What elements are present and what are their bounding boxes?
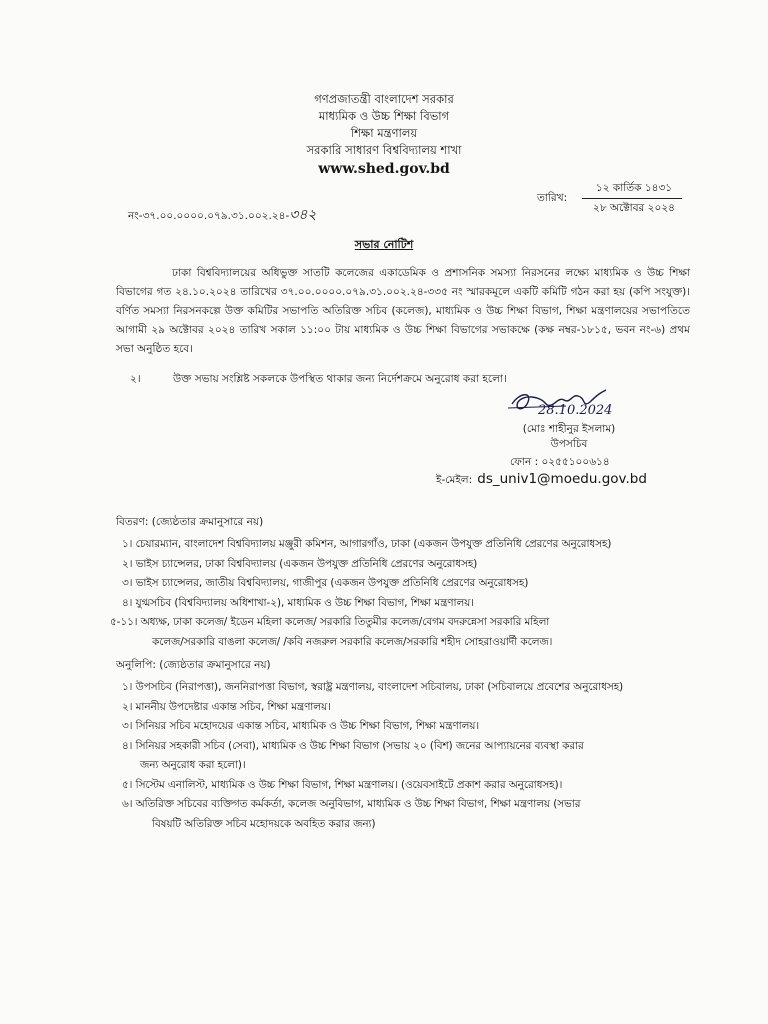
- notice-paragraph-1: ঢাকা বিশ্ববিদ্যালয়ের অধিভুক্ত সাতটি কলেজের একাডেমিক ও প্রশাসনিক সমস্যা নিরসনের লক্ষ্যে মাধ্যমিক ও উচ্চ শিক্ষা বিভাগের গত ২৪.১০.২০২৪ তারিখের ৩৭.০০.০০০০.০৭৯.৩১.০০২.২৪-৩৩৫ নং স্মারকমূলে একটি কমিটি গঠন করা হয় (কপি সংযুক্ত)। বর্ণিত সমস্যা নিরসনকল্পে উক্ত কমিটির সভাপতি অতিরিক্ত সচিব (কলেজ), মাধ্যমিক ও উচ্চ শিক্ষা বিভাগ, শিক্ষা মন্ত্রণালয়ের সভাপতিতে আগামী ২৯ অক্টোবর ২০২৪ তারিখ সকাল ১১:০০ টায় মাধ্যমিক ও উচ্চ শিক্ষা বিভাগের সভাকক্ষে (কক্ষ নম্বর-১৮১৫, ভবন নং-৬) প্রথম সভা অনুষ্ঠিত হবে।: [116, 267, 690, 355]
- signatory-name: (মোঃ শাহীনুর ইসলাম): [522, 423, 616, 435]
- distribution-heading: বিতরণ: (জ্যেষ্ঠতার ক্রমানুসারে নয়): [116, 516, 264, 528]
- signature-date: 28.10.2024: [538, 403, 613, 418]
- list-item: ৩। সিনিয়র সচিব মহোদয়ের একান্ত সচিব, মাধ্যমিক ও উচ্চ শিক্ষা বিভাগ, শিক্ষা মন্ত্রণালয়।: [122, 720, 479, 732]
- date-label: তারিখ:: [537, 192, 568, 204]
- header-ministry: শিক্ষা মন্ত্রণালয়: [350, 126, 418, 140]
- list-item: ৩। ভাইস চ্যান্সেলর, জাতীয় বিশ্ববিদ্যালয়, গাজীপুর (একজন উপযুক্ত প্রতিনিধি প্রেরণের অনুরোধসহ): [122, 577, 529, 589]
- list-item: ২। মাননীয় উপদেষ্টার একান্ত সচিব, শিক্ষা মন্ত্রণালয়।: [122, 700, 331, 713]
- signatory-email-line: [436, 468, 647, 490]
- header-government: গণপ্রজাতন্ত্রী বাংলাদেশ সরকার: [314, 92, 454, 106]
- list-item: ৫-১১। অধ্যক্ষ, ঢাকা কলেজ/ ইডেন মহিলা কলেজ/ সরকারি তিতুমীর কলেজ/বেগম বদরুন্নেসা সরকারি মহিলা: [110, 616, 550, 628]
- date-bangla: ১২ কার্তিক ১৪৩১: [595, 182, 673, 194]
- signatory-phone: ফোন : ০২৫৫১০০৬১৪: [510, 456, 610, 468]
- paragraph-2-number: ২।: [130, 373, 141, 385]
- list-item: ৪। যুগ্মসচিব (বিশ্ববিদ্যালয় অধিশাখা-২), মাধ্যমিক ও উচ্চ শিক্ষা বিভাগ, শিক্ষা মন্ত্রণালয়।: [122, 596, 474, 609]
- memo-number: [128, 203, 317, 227]
- notice-paragraph-2: উক্ত সভায় সংশ্লিষ্ট সকলকে উপস্থিত থাকার জন্য নির্দেশক্রমে অনুরোধ করা হলো।: [173, 373, 507, 385]
- list-item: ৬। অতিরিক্ত সচিবের ব্যক্তিগত কর্মকর্তা, কলেজ অনুবিভাগ, মাধ্যমিক ও উচ্চ শিক্ষা বিভাগ, শিক্ষা মন্ত্রণালয় (সভার: [122, 798, 581, 810]
- list-item: ২। ভাইস চ্যান্সেলর, ঢাকা বিশ্ববিদ্যালয় (একজন উপযুক্ত প্রতিনিধি প্রেরণের অনুরোধসহ): [122, 557, 478, 570]
- list-item: ১। উপসচিব (নিরাপত্তা), জননিরাপত্তা বিভাগ, স্বরাষ্ট্র মন্ত্রণালয়, বাংলাদেশ সচিবালয়, ঢাকা (সচিবালয়ে প্রবেশের অনুরোধসহ): [122, 681, 624, 693]
- memo-number-handwritten: ৩৪২: [289, 207, 317, 223]
- header-branch: সরকারি সাধারণ বিশ্ববিদ্যালয় শাখা: [306, 143, 462, 157]
- list-item: ১। চেয়ারম্যান, বাংলাদেশ বিশ্ববিদ্যালয় মঞ্জুরী কমিশন, আগারগাঁও, ঢাকা (একজন উপযুক্ত প্রতিনিধি প্রেরণের অনুরোধসহ): [122, 538, 612, 550]
- signatory-designation: উপসচিব: [550, 438, 588, 450]
- date-divider: [582, 198, 682, 199]
- signatory-email: ds_univ1@moedu.gov.bd: [477, 471, 647, 487]
- list-item: বিষয়টি অতিরিক্ত সচিব মহোদয়কে অবহিত করার জন্য): [152, 817, 376, 830]
- memo-number-prefix: নং-৩৭.০০.০০০০.০৭৯.৩১.০০২.২৪-: [128, 210, 290, 222]
- distribution-list: [110, 535, 612, 652]
- letterhead: [0, 91, 768, 179]
- date-english: ২৮ অক্টোবর ২০২৪: [593, 202, 675, 214]
- copies-heading: অনুলিপি: (জ্যেষ্ঠতার ক্রমানুসারে নয়): [116, 659, 271, 671]
- list-item: জন্য অনুরোধ করা হলো)।: [140, 759, 246, 771]
- list-item: কলেজ/সরকারি বাঙলা কলেজ/ /কবি নজরুল সরকারি কলেজ/সরকারি শহীদ সোহরাওয়ার্দী কলেজ।: [152, 635, 553, 648]
- email-label: ই-মেইল:: [436, 474, 473, 486]
- copies-list: [122, 678, 623, 834]
- header-division: মাধ্যমিক ও উচ্চ শিক্ষা বিভাগ: [318, 109, 450, 123]
- header-website: www.shed.gov.bd: [318, 161, 450, 177]
- list-item: ৫। সিস্টেম এনালিস্ট, মাধ্যমিক ও উচ্চ শিক্ষা বিভাগ, শিক্ষা মন্ত্রণালয়। (ওয়েবসাইটে প্রকাশ করার অনুরোধসহ)।: [122, 778, 563, 791]
- notice-title: সভার নোটিশ: [354, 238, 414, 251]
- list-item: ৪। সিনিয়র সহকারী সচিব (সেবা), মাধ্যমিক ও উচ্চ শিক্ষা বিভাগ (সভায় ২০ (বিশ) জনের আপ্যায়নের ব্যবস্থা করার: [122, 739, 584, 752]
